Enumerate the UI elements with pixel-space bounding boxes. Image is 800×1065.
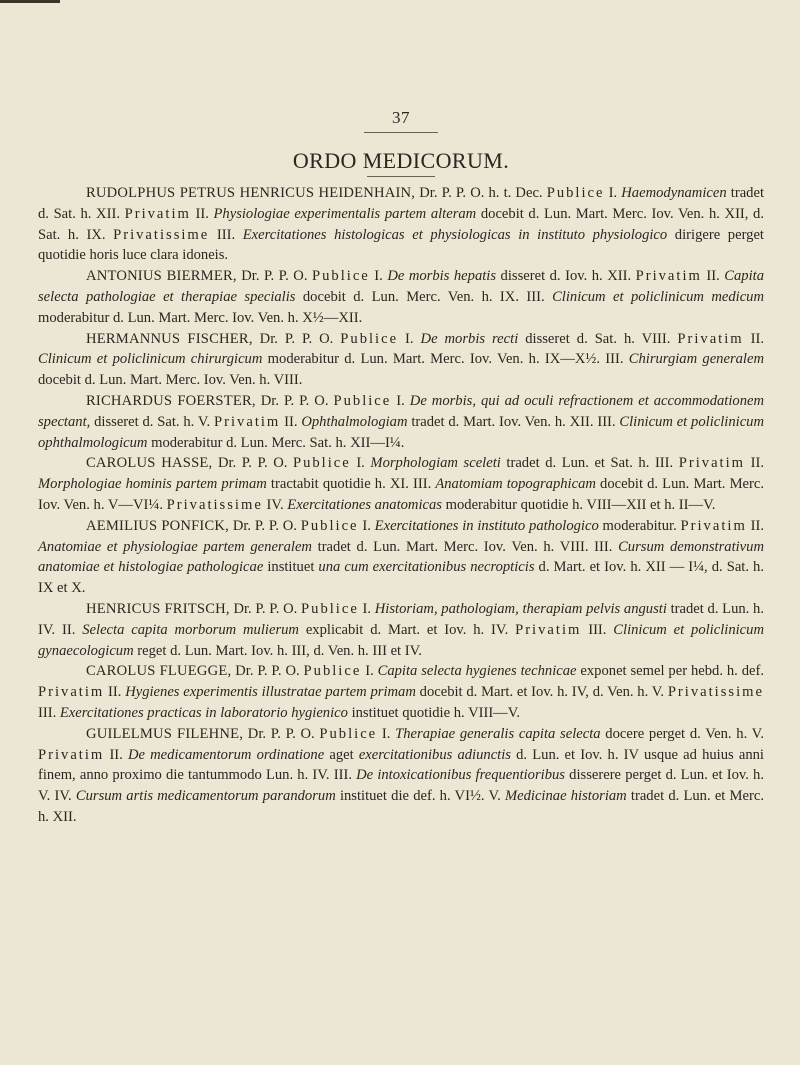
entry-text: docebit d. Lun. Mart. Merc. Iov. Ven. h. VIII. — [38, 372, 303, 389]
entry-text: Dr. P. P. O. — [229, 600, 302, 617]
entry-text: I. — [358, 517, 375, 534]
lecture-type: Publice — [312, 268, 370, 285]
course-title: Clinicum et policlinicum medicum — [552, 288, 765, 305]
entry-text: Dr. P. P. O. — [212, 455, 293, 472]
entry-text: reget d. Lun. Mart. Iov. h. III, d. Ven. h. III et IV. — [133, 642, 422, 659]
entry-text: II. — [280, 413, 302, 430]
faculty-entry — [38, 516, 764, 599]
entry-text: disseret d. Iov. h. XII. — [496, 268, 636, 285]
entry-text: instituet die def. h. VI½. V. — [335, 788, 505, 805]
entry-text: d. Lun. et Iov. h. IV usque ad huius anni finem, anno proximo die tantummodo Lun. h. IV. III. — [38, 746, 764, 784]
entry-text: tradet d. Lun. et Merc. h. XII. — [38, 788, 764, 825]
entry-text: Dr. P. P. O. — [231, 663, 304, 680]
entry-text: Dr. P. P. O. — [243, 725, 320, 742]
course-title: Physiologiae experimentalis partem alteram — [213, 205, 477, 222]
professor-name: CAROLUS FLUEGGE, — [86, 663, 232, 680]
entry-text: tradet d. Lun. et Sat. h. III. — [500, 455, 679, 472]
entry-text: Dr. P. P. O. — [236, 268, 312, 285]
entry-text: exponet semel per hebd. h. def. — [576, 663, 764, 680]
entry-text: III. — [581, 621, 614, 638]
lecture-type: Publice — [319, 725, 378, 742]
entry-text: I. — [369, 268, 388, 285]
entry-text: Dr. P. P. O. — [229, 517, 301, 534]
entry-text: I. — [361, 663, 378, 680]
course-title: De morbis recti — [420, 330, 519, 347]
professor-name: GUILELMUS FILEHNE, — [86, 725, 244, 742]
page-title: ORDO MEDICORUM. — [292, 148, 510, 173]
entry-text: docebit d. Lun. Mart. Merc. Iov. Ven. h. V—VI¼. — [38, 476, 765, 513]
course-title: Morphologiam sceleti — [370, 455, 501, 472]
entry-text: docere perget d. Ven. h. V. — [600, 725, 764, 742]
entry-text: moderabitur quotidie h. VIII—XII et h. II—V. — [441, 496, 716, 513]
faculty-entry — [38, 266, 764, 328]
document-page — [38, 108, 764, 828]
professor-name: CAROLUS HASSE, — [86, 455, 213, 472]
entry-text: tradet d. Sat. h. XII. — [38, 185, 764, 222]
scan-edge-mark — [0, 0, 60, 3]
page-number: 37 — [392, 108, 410, 127]
entry-text: III. — [38, 704, 60, 721]
title-rule — [367, 176, 435, 177]
lecture-type: Privatim — [678, 455, 746, 472]
entry-text: I. — [398, 330, 421, 347]
course-title: Therapiae generalis capita selecta — [395, 725, 601, 742]
entry-text: aget — [324, 746, 359, 763]
entry-text: I. — [604, 185, 622, 201]
page-number-rule — [364, 132, 438, 133]
course-title: Ophthalmologiam — [301, 413, 408, 430]
entry-text: Dr. P. P. O. h. t. Dec. — [415, 185, 547, 201]
lecture-type: Publice — [292, 455, 351, 472]
entry-text: docebit d. Mart. et Iov. h. IV, d. Ven. h. V. — [415, 684, 668, 701]
course-title: Clinicum et policlinicum chirurgicum — [38, 351, 263, 368]
entry-text: IV. — [262, 496, 288, 513]
entry-text: docebit d. Lun. Mart. Merc. Iov. Ven. h. XII, d. Sat. h. IX. — [38, 205, 764, 243]
faculty-entry — [38, 661, 764, 723]
lecture-type: Publice — [333, 392, 392, 409]
course-title: Anatomiae et physiologiae partem generalem — [38, 538, 312, 555]
entry-text: II. — [190, 205, 214, 222]
entry-text: II. — [104, 684, 126, 701]
course-title: Chirurgiam generalem — [628, 351, 764, 368]
entry-text: Dr. P. P. O. — [255, 392, 334, 409]
professor-name: RICHARDUS FOERSTER, — [86, 392, 256, 409]
entry-text: explicabit d. Mart. et Iov. h. IV. — [298, 621, 516, 638]
course-title: Anatomiam topographicam — [435, 476, 596, 493]
professor-name: ANTONIUS BIERMER, — [86, 268, 237, 285]
entry-text: moderabitur d. Lun. Mart. Merc. Iov. Ven. h. IX—X½. III. — [262, 351, 629, 368]
course-title: Haemodynamicen — [621, 185, 727, 201]
faculty-entry — [38, 599, 764, 661]
course-title: Selecta capita morborum mulierum — [82, 621, 299, 638]
entry-text: Dr. P. P. O. — [252, 330, 341, 347]
professor-name: HENRICUS FRITSCH, — [86, 600, 230, 617]
entry-text: moderabitur d. Lun. Merc. Sat. h. XII—I¼. — [147, 434, 405, 451]
lecture-type: Publice — [340, 330, 399, 347]
course-title: De morbis hepatis — [387, 268, 497, 285]
course-title: De morbis, qui ad oculi refractionem et accommodationem spectant, — [38, 392, 765, 430]
course-title: Exercitationes in instituto pathologico — [374, 517, 599, 534]
entry-text: instituet — [263, 559, 319, 576]
course-title: Clinicum et policlinicum gynaecologicum — [38, 621, 764, 659]
course-title: Cursum demonstrativum anatomiae et histologiae pathologicae — [38, 538, 764, 576]
lecture-type: Privatim — [214, 413, 281, 430]
lecture-type: Privatim — [38, 746, 105, 763]
lecture-type: Publice — [301, 600, 359, 617]
entry-text: docebit d. Lun. Merc. Ven. h. IX. III. — [295, 288, 553, 305]
course-title: Capita selecta pathologiae et therapiae specialis — [38, 268, 765, 305]
entry-text: II. — [743, 330, 764, 347]
lecture-type: Privatim — [635, 268, 702, 285]
course-title: De intoxicationibus frequentioribus — [356, 767, 565, 784]
lecture-type: Privatim — [515, 621, 582, 638]
entry-text: moderabitur d. Lun. Mart. Merc. Iov. Ven. h. X½—XII. — [38, 309, 363, 326]
entry-text: instituet quotidie h. VIII—V. — [347, 704, 521, 721]
entry-text: tractabit quotidie h. XI. III. — [266, 476, 436, 493]
entry-text: tradet d. Lun. h. IV. II. — [38, 600, 764, 638]
course-title: Exercitationes anatomicas — [287, 496, 442, 513]
course-title: Morphologiae hominis partem primam — [38, 476, 267, 493]
lecture-type: Privatim — [680, 517, 747, 534]
entry-text: disserere perget d. Lun. et Iov. h. V. IV. — [38, 767, 764, 805]
entry-text: I. — [391, 392, 410, 409]
course-title: Medicinae historiam — [504, 788, 627, 805]
professor-name: RUDOLPHUS PETRUS HENRICUS HEIDENHAIN, — [86, 185, 416, 201]
entry-text: II. — [745, 455, 764, 472]
entry-text: III. — [209, 226, 243, 243]
entry-text: tradet d. Lun. Mart. Merc. Iov. Ven. h. VIII. III. — [311, 538, 619, 555]
lecture-type: Privatissime — [667, 684, 764, 701]
entry-text: disseret d. Sat. h. V. — [90, 413, 215, 430]
faculty-entry — [38, 453, 764, 515]
lecture-type: Privatim — [677, 330, 744, 347]
entry-text: moderabitur. — [598, 517, 681, 534]
lecture-type: Privatim — [124, 205, 191, 222]
entry-text: II. — [104, 746, 128, 763]
course-title: Exercitationes histologicas et physiologicas in instituto physiologico — [242, 226, 668, 243]
entry-text: I. — [377, 725, 396, 742]
entry-text: I. — [350, 455, 371, 472]
faculty-entry — [38, 391, 764, 453]
lecture-type: Privatim — [38, 684, 105, 701]
lecture-type: Publice — [303, 663, 362, 680]
lecture-type: Privatissime — [113, 226, 210, 243]
course-title: exercitationibus adiunctis — [358, 746, 511, 763]
course-title: Hygienes experimentis illustratae partem primam — [125, 684, 416, 701]
course-title: Historiam, pathologiam, therapiam pelvis angusti — [374, 600, 667, 617]
entry-text: dirigere perget quotidie horis luce clara idoneis. — [38, 226, 764, 264]
entry-text: disseret d. Sat. h. VIII. — [518, 330, 678, 347]
course-title: Exercitationes practicas in laboratorio hygienico — [59, 704, 348, 721]
lecture-type: Publice — [546, 185, 605, 201]
entry-text: II. — [746, 517, 764, 534]
faculty-list — [38, 183, 764, 828]
faculty-entry — [38, 183, 764, 266]
course-title: Cursum artis medicamentorum parandorum — [75, 788, 336, 805]
lecture-type: Privatissime — [166, 496, 263, 513]
entry-text: II. — [701, 268, 725, 285]
entry-text: I. — [358, 600, 375, 617]
course-title: una cum exercitationibus necropticis — [318, 559, 535, 576]
faculty-entry — [38, 329, 764, 391]
entry-text: d. Mart. et Iov. h. XII — I¼, d. Sat. h. IX et X. — [38, 559, 764, 597]
professor-name: AEMILIUS PONFICK, — [86, 517, 230, 534]
professor-name: HERMANNUS FISCHER, — [86, 330, 253, 347]
course-title: Capita selecta hygienes technicae — [377, 663, 577, 680]
faculty-entry — [38, 724, 764, 828]
course-title: Clinicum et policlinicum ophthalmologicum — [38, 413, 765, 451]
lecture-type: Publice — [300, 517, 359, 534]
entry-text: tradet d. Mart. Iov. Ven. h. XII. III. — [407, 413, 620, 430]
course-title: De medicamentorum ordinatione — [127, 746, 325, 763]
